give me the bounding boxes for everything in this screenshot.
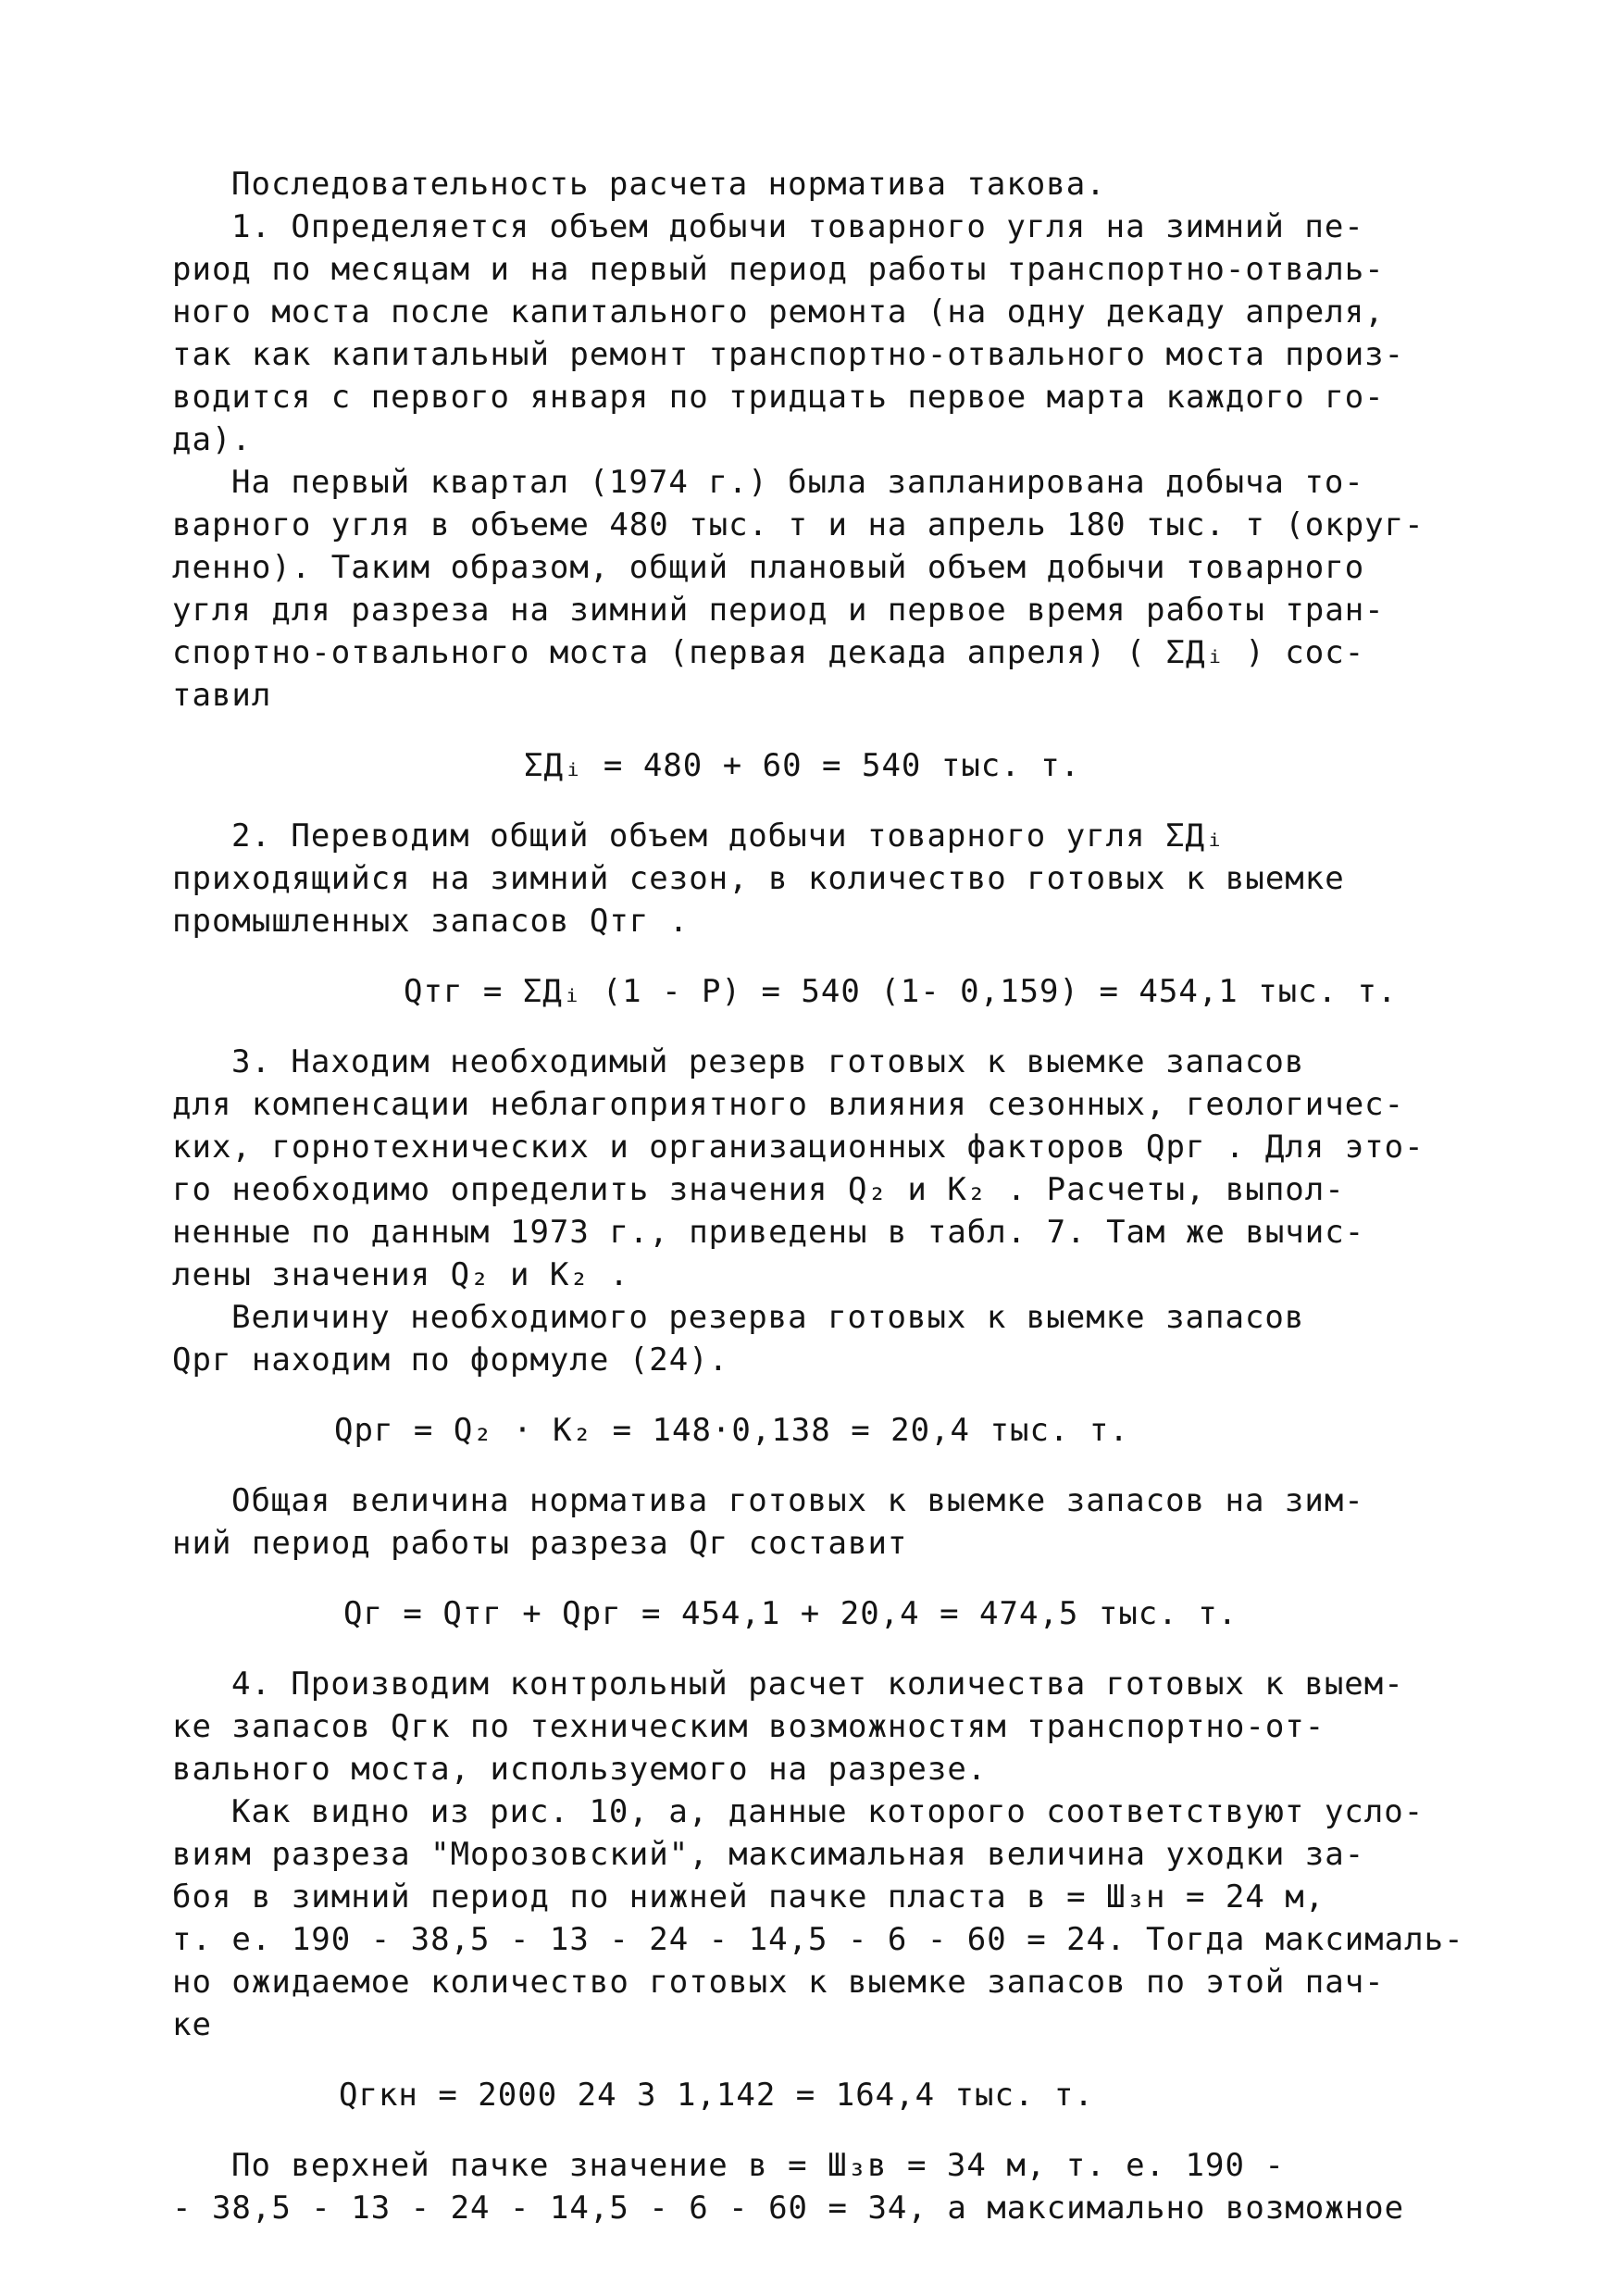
text-line: так как капитальный ремонт транспортно-отвального моста произ- (172, 336, 1405, 373)
text-line: 3. Находим необходимый резерв готовых к выемке запасов (231, 1043, 1305, 1080)
text-line: - 38,5 - 13 - 24 - 14,5 - 6 - 60 = 34, а максимально возможное (172, 2190, 1405, 2227)
text-line: ке (172, 2006, 212, 2043)
text-line: угля для разреза на зимний период и первое время работы тран- (172, 592, 1385, 629)
intro-paragraph (172, 163, 1459, 206)
formula-q-tg: Qтг = ΣДᵢ (1 - Р) = 540 (1- 0,159) = 454,1 тыс. т. (404, 973, 1398, 1010)
reserve-paragraph (172, 1296, 1459, 1381)
text-line: 1. Определяется объем добычи товарного угля на зимний пе- (231, 208, 1364, 245)
text-line: На первый квартал (1974 г.) была запланирована добыча то- (231, 464, 1364, 501)
text-line: Qрг находим по формуле (24). (172, 1341, 729, 1379)
text-line: но ожидаемое количество готовых к выемке запасов по этой пач- (172, 1964, 1385, 2001)
text-line: Последовательность расчета норматива такова. (231, 166, 1106, 203)
text-line: лены значения Q₂ и К₂ . (172, 1256, 629, 1293)
text-line: 2. Переводим общий объем добычи товарного угля ΣДᵢ (231, 817, 1226, 855)
text-line: тавил (172, 677, 272, 714)
text-line: ких, горнотехнических и организационных факторов Qрг . Для это- (172, 1129, 1425, 1166)
lower-seam-paragraph (172, 1791, 1464, 2046)
formula-q-g: Qг = Qтг + Qрг = 454,1 + 20,4 = 474,5 тыс. т. (343, 1595, 1238, 1632)
text-line: ний период работы разреза Qг составит (172, 1525, 908, 1562)
text-line: ненные по данным 1973 г., приведены в табл. 7. Там же вычис- (172, 1214, 1365, 1251)
formula-q-rg: Qрг = Q₂ · К₂ = 148·0,138 = 20,4 тыс. т. (334, 1412, 1129, 1449)
text-line: ке запасов Qгк по техническим возможностям транспортно-от- (172, 1708, 1326, 1745)
step-4-paragraph (172, 1663, 1459, 1791)
plan-paragraph (172, 461, 1459, 717)
text-line: виям разреза "Морозовский", максимальная величина уходки за- (172, 1836, 1365, 1873)
document-body (172, 163, 1464, 2229)
text-line: Величину необходимого резерва готовых к выемке запасов (231, 1299, 1305, 1336)
text-line: риод по месяцам и на первый период работы транспортно-отваль- (172, 251, 1385, 288)
text-line: боя в зимний период по нижней пачке пласта в = Ш₃н = 24 м, (172, 1878, 1326, 1915)
text-line: ного моста после капитального ремонта (на одну декаду апреля, (172, 293, 1385, 331)
step-2-paragraph (172, 815, 1459, 942)
text-line: Как видно из рис. 10, а, данные которого соответствуют усло- (231, 1793, 1425, 1830)
formula-total-volume: ΣДᵢ = 480 + 60 = 540 тыс. т. (524, 747, 1081, 784)
text-line: го необходимо определить значения Q₂ и К₂ . Расчеты, выпол- (172, 1171, 1345, 1208)
text-line: варного угля в объеме 480 тыс. т и на апрель 180 тыс. т (округ- (172, 506, 1425, 543)
upper-seam-paragraph (172, 2144, 1459, 2229)
text-line: приходящийся на зимний сезон, в количество готовых к выемке (172, 860, 1345, 897)
text-line: водится с первого января по тридцать первое марта каждого го- (172, 379, 1385, 416)
text-line: вального моста, используемого на разрезе. (172, 1751, 988, 1788)
text-line: для компенсации неблагоприятного влияния сезонных, геологичес- (172, 1086, 1405, 1123)
text-line: По верхней пачке значение в = Ш₃в = 34 м, т. е. 190 - (231, 2147, 1285, 2184)
step-1-paragraph (172, 206, 1459, 461)
text-line: т. е. 190 - 38,5 - 13 - 24 - 14,5 - 6 - 60 = 24. Тогда максималь- (172, 1921, 1464, 1958)
text-line: промышленных запасов Qтг . (172, 903, 690, 940)
total-norm-paragraph (172, 1479, 1459, 1565)
text-line: да). (172, 421, 252, 458)
text-line: Общая величина норматива готовых к выемке запасов на зим- (231, 1482, 1364, 1519)
text-line: 4. Производим контрольный расчет количества готовых к выем- (231, 1666, 1404, 1703)
text-line: спортно-отвального моста (первая декада апреля) ( ΣДᵢ ) сос- (172, 634, 1365, 671)
formula-q-gkn: Qгкн = 2000 24 3 1,142 = 164,4 тыс. т. (339, 2077, 1094, 2114)
step-3-paragraph (172, 1041, 1459, 1296)
text-line: ленно). Таким образом, общий плановый объем добычи товарного (172, 549, 1365, 586)
